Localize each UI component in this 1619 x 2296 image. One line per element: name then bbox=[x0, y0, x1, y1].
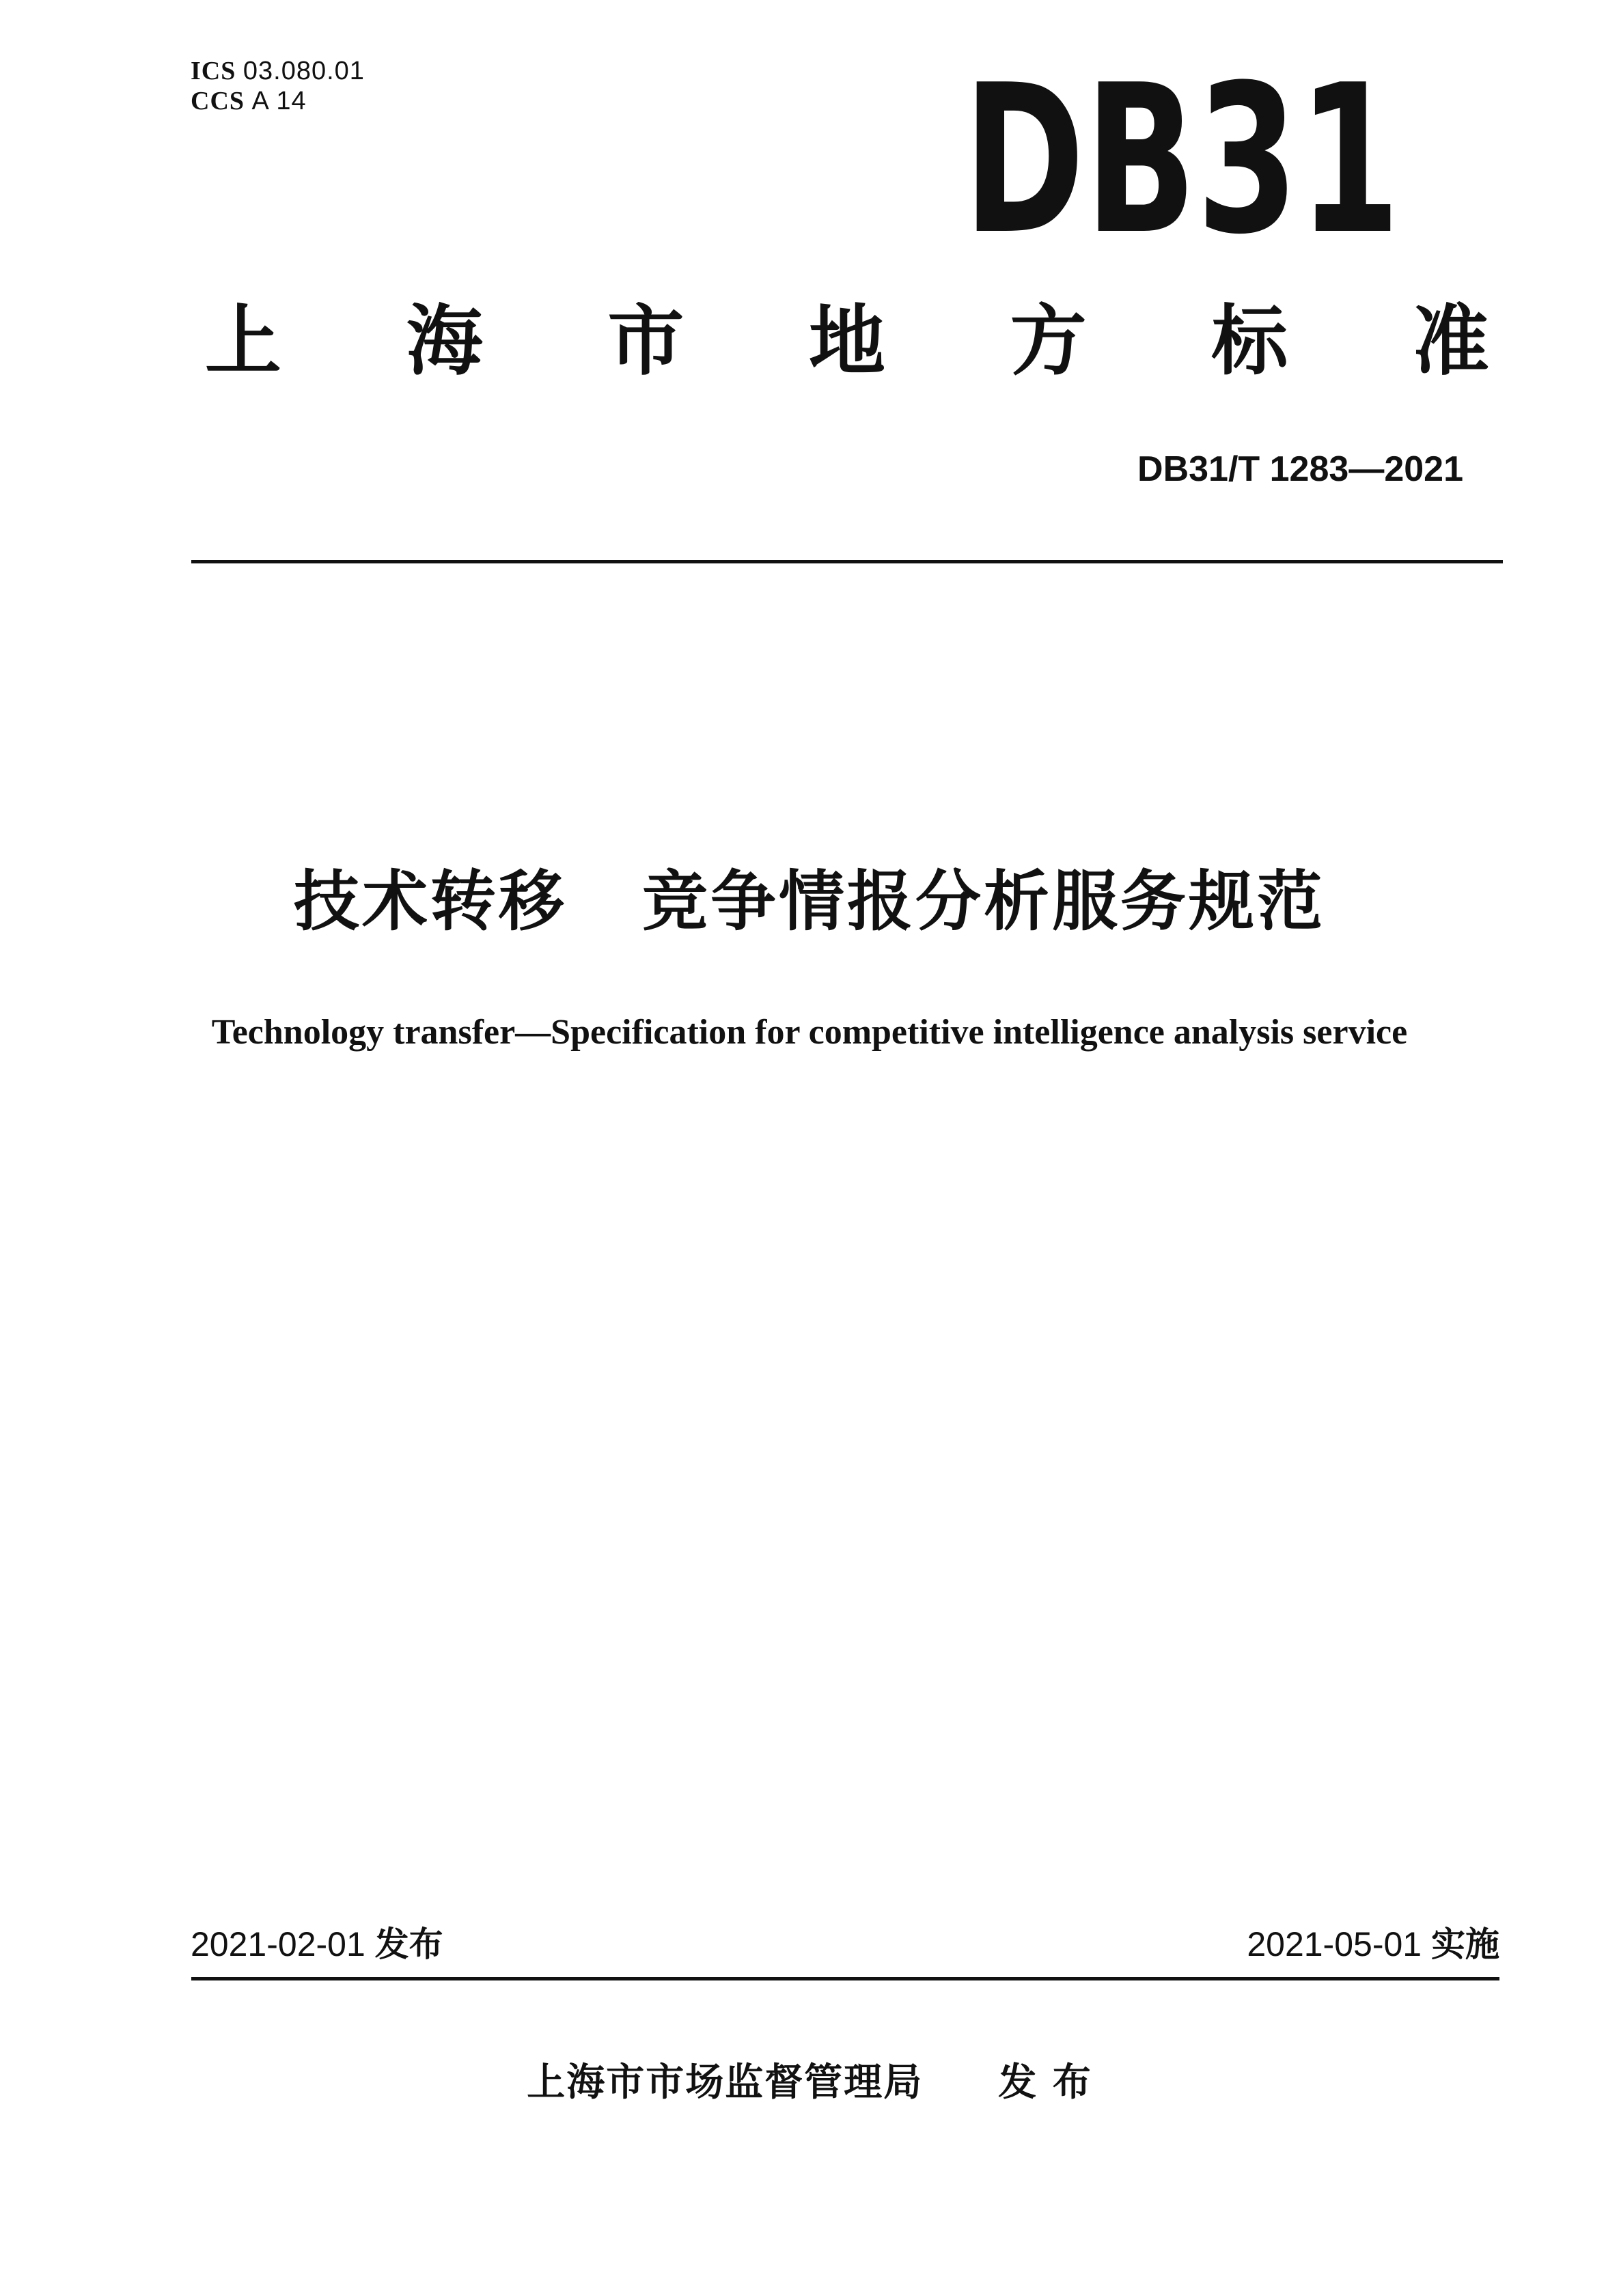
logo-text: DB31 bbox=[963, 41, 1400, 279]
publisher-action: 发 布 bbox=[998, 2060, 1092, 2105]
issue-date-label: 发布 bbox=[374, 1924, 443, 1964]
title-char: 地 bbox=[808, 297, 885, 386]
ics-value: 03.080.01 bbox=[243, 57, 365, 85]
standard-code: DB31/T 1283—2021 bbox=[1137, 449, 1463, 489]
title-char: 上 bbox=[205, 297, 281, 386]
db31-logo bbox=[956, 41, 1407, 279]
header-divider bbox=[191, 560, 1503, 563]
ccs-code bbox=[191, 86, 365, 116]
implement-date bbox=[1247, 1922, 1499, 1966]
document-title-en: Technology transfer—Specification for competitive intelligence analysis service bbox=[211, 1013, 1408, 1052]
standard-type-title bbox=[205, 294, 1489, 389]
publisher-name: 上海市市场监督管理局 bbox=[527, 2060, 924, 2105]
classification-codes bbox=[191, 56, 365, 116]
title-char: 方 bbox=[1010, 297, 1087, 386]
footer-divider bbox=[191, 1977, 1499, 1980]
implement-date-label: 实施 bbox=[1431, 1924, 1499, 1964]
ics-label: ICS bbox=[191, 57, 236, 85]
ics-code bbox=[191, 56, 365, 86]
ccs-label: CCS bbox=[191, 87, 245, 115]
implement-date-value: 2021-05-01 bbox=[1247, 1925, 1422, 1963]
title-char: 标 bbox=[1211, 297, 1288, 386]
title-char: 海 bbox=[406, 297, 483, 386]
issue-date-value: 2021-02-01 bbox=[191, 1925, 365, 1963]
publisher bbox=[0, 2056, 1619, 2110]
title-char: 市 bbox=[607, 297, 684, 386]
ccs-value: A 14 bbox=[251, 87, 307, 115]
issue-date bbox=[191, 1922, 443, 1966]
title-char: 准 bbox=[1412, 297, 1489, 386]
title-cn-part2: 竞争情报分析服务规范 bbox=[642, 863, 1325, 940]
document-title-cn bbox=[0, 860, 1619, 942]
title-cn-part1: 技术转移 bbox=[294, 863, 567, 940]
